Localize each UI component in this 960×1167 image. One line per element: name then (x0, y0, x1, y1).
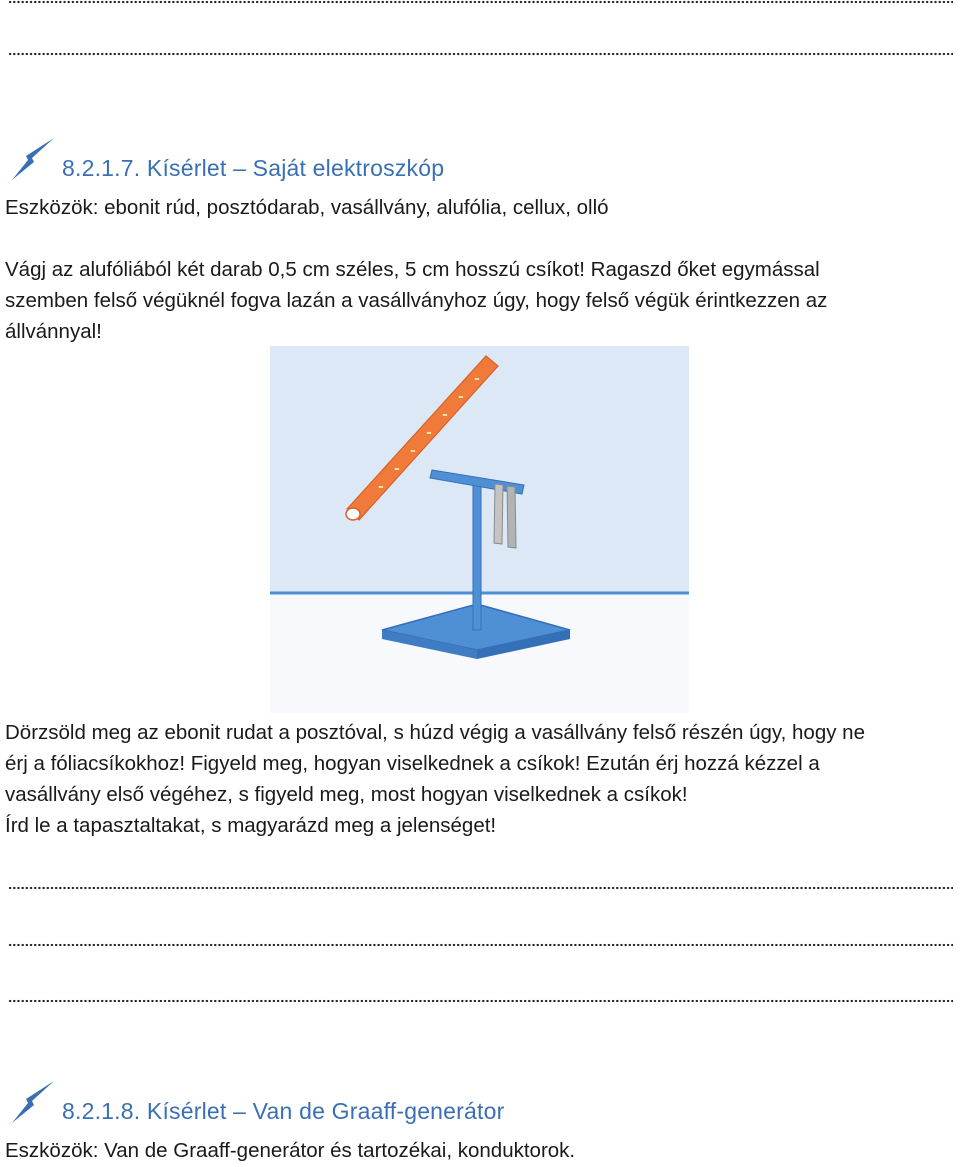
foil-strip (507, 486, 516, 548)
section-heading (8, 136, 444, 182)
paragraph-line: Dörzsöld meg az ebonit rudat a posztóval, s húzd végig a vasállvány felső részén úgy, hogy ne (5, 721, 865, 744)
tools-line: Eszközök: Van de Graaff-generátor és tartozékai, konduktorok. (5, 1139, 576, 1162)
section-title: Kísérlet – Saját elektroszkóp (146, 155, 445, 181)
electroscope-figure (270, 346, 689, 713)
charge-symbol: - (426, 425, 432, 441)
lightning-bolt-icon (8, 136, 56, 182)
charge-symbol: - (394, 461, 400, 477)
tools-line: Eszközök: ebonit rúd, posztódarab, vasállvány, alufólia, cellux, olló (5, 196, 609, 219)
answer-line (8, 999, 953, 1003)
paragraph-line: Írd le a tapasztaltakat, s magyarázd meg a jelenséget! (5, 814, 497, 837)
section-heading (8, 1079, 504, 1125)
answer-line (8, 52, 953, 56)
paragraph-line: szemben felső végüknél fogva lazán a vasállványhoz úgy, hogy felső végük érintkezzen az (5, 289, 828, 312)
stand-pole (473, 482, 481, 630)
charge-symbol: - (442, 407, 448, 423)
paragraph-line: állvánnyal! (5, 320, 102, 343)
section-number: 8.2.1.7. (62, 155, 141, 181)
answer-line (8, 0, 953, 4)
electroscope-illustration (270, 346, 689, 713)
foil-strip (494, 484, 503, 544)
charge-symbol: - (378, 479, 384, 495)
paragraph-line: Vágj az alufóliából két darab 0,5 cm széles, 5 cm hosszú csíkot! Ragaszd őket egymással (5, 258, 820, 281)
charge-symbol: - (474, 371, 480, 387)
paragraph-line: vasállvány első végéhez, s figyeld meg, most hogyan viselkednek a csíkok! (5, 783, 688, 806)
lightning-bolt-icon (8, 1079, 56, 1125)
section-title: Kísérlet – Van de Graaff-generátor (146, 1098, 505, 1124)
paragraph-line: érj a fóliacsíkokhoz! Figyeld meg, hogyan viselkednek a csíkok! Ezután érj hozzá kézzel a (5, 752, 820, 775)
charge-symbol: - (458, 389, 464, 405)
charge-symbol: - (410, 443, 416, 459)
answer-line (8, 886, 953, 890)
section-number: 8.2.1.8. (62, 1098, 141, 1124)
answer-line (8, 943, 953, 947)
